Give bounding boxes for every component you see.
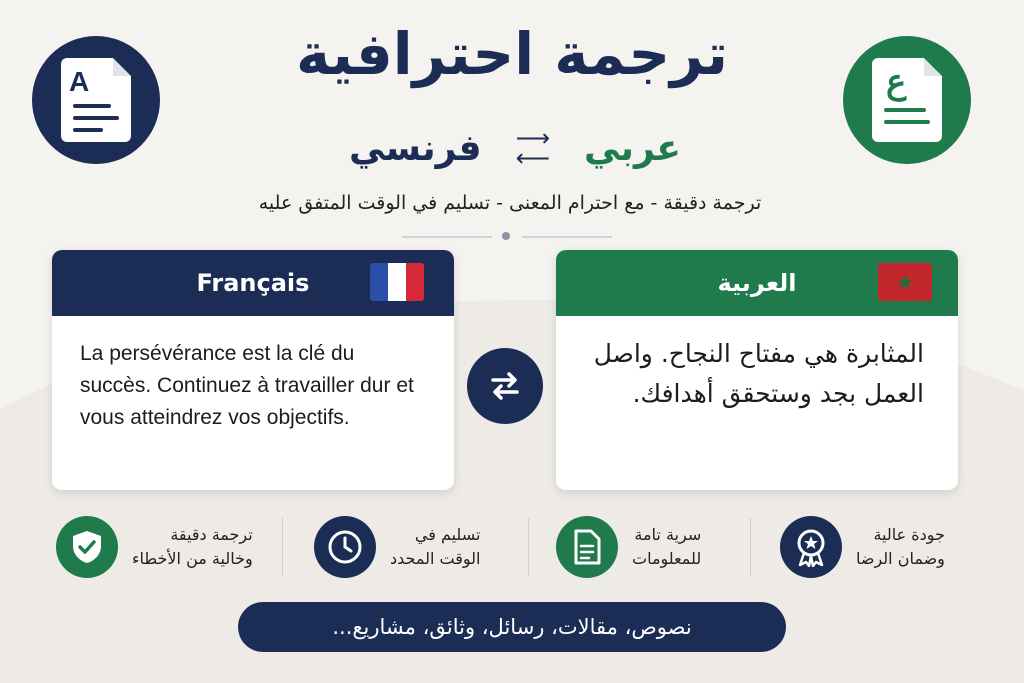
feature-confidentiality (556, 514, 701, 580)
arabic-card-header (556, 250, 958, 316)
feature-accuracy (56, 514, 253, 580)
feature-accuracy-line2: وخالية من الأخطاء (132, 549, 253, 568)
feature-quality-line2: وضمان الرضا (856, 549, 945, 568)
arrow-right-icon: ⟶ (515, 124, 550, 152)
morocco-flag-icon: ★ (878, 263, 932, 301)
clock-icon (314, 516, 376, 578)
feature-delivery (314, 514, 480, 580)
french-card-title: Français (196, 269, 310, 297)
arrow-left-icon: ⟵ (515, 144, 550, 172)
badge-glyph-right: ع (886, 63, 907, 101)
arabic-document-badge (843, 36, 971, 164)
feature-separator (750, 518, 751, 576)
badge-glyph-left: A (69, 66, 90, 97)
swap-icon (485, 366, 525, 406)
swap-arrows-icon (515, 124, 550, 172)
shield-check-icon (56, 516, 118, 578)
award-badge-icon (780, 516, 842, 578)
france-flag-icon (370, 263, 424, 301)
french-card-header (52, 250, 454, 316)
feature-accuracy-line1: ترجمة دقيقة (170, 525, 253, 544)
document-ain-icon (872, 58, 942, 142)
french-text: La persévérance est la clé du succès. Continuez à travailler dur et vous atteindrez vos objectifs. (80, 342, 414, 429)
swap-direction-button[interactable] (467, 348, 543, 424)
feature-confidentiality-line1: سرية تامة (634, 525, 702, 544)
feature-delivery-line1: تسليم في (414, 525, 481, 544)
feature-quality (780, 514, 945, 580)
document-icon (556, 516, 618, 578)
divider-left (402, 236, 492, 238)
page-title: ترجمة احترافية (295, 20, 729, 88)
arabic-text: المثابرة هي مفتاح النجاح. واصل العمل بجد وستحقق أهدافك. (593, 339, 924, 408)
document-a-icon (61, 58, 131, 142)
feature-delivery-line2: الوقت المحدد (390, 549, 481, 568)
french-text-card (52, 250, 454, 490)
divider-right (522, 236, 612, 238)
tagline: ترجمة دقيقة - مع احترام المعنى - تسليم في الوقت المتفق عليه (258, 192, 762, 214)
french-document-badge (32, 36, 160, 164)
arabic-text-card (556, 250, 958, 490)
feature-quality-line1: جودة عالية (873, 525, 945, 544)
feature-separator (528, 518, 529, 576)
language-pair (280, 118, 750, 178)
arabic-card-title: العربية (717, 269, 797, 297)
divider-dot (502, 232, 510, 240)
content-types-banner: نصوص، مقالات، رسائل، وثائق، مشاريع... (238, 602, 786, 652)
feature-confidentiality-line2: للمعلومات (632, 549, 702, 568)
feature-separator (282, 518, 283, 576)
language-french-label: فرنسي (349, 127, 482, 169)
language-arabic-label: عربي (584, 127, 681, 169)
